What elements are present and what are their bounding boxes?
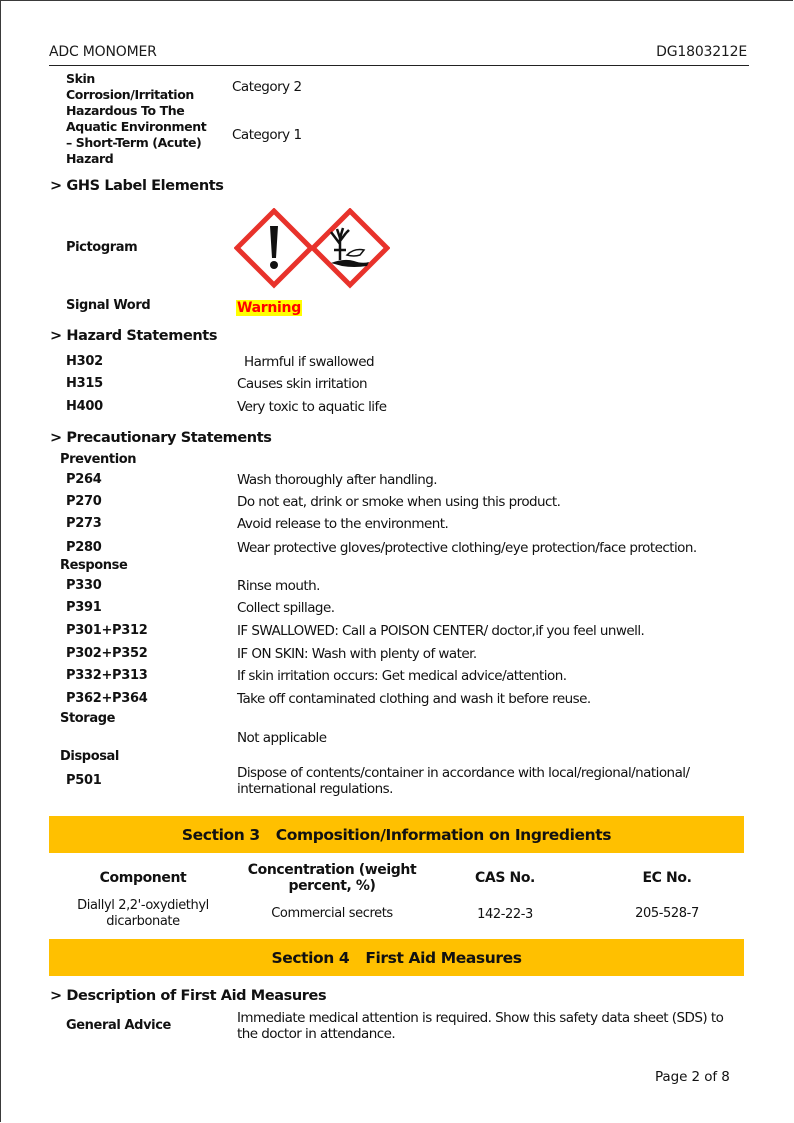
label-line: Corrosion/Irritation [66,87,194,102]
classification-label-aquatic [66,103,206,167]
section-number: Section 3 [181,825,260,844]
of-word: of [704,1069,718,1085]
text-line: the doctor in attendance. [237,1026,396,1042]
first-aid-heading: > Description of First Aid Measures [50,988,327,1004]
precaution-code: P362+P364 [66,691,148,706]
table-cell-concentration: Commercial secrets [271,906,393,921]
signal-word-value: Warning [237,300,301,316]
text-line: Immediate medical attention is required. Show this safety data sheet (SDS) to [237,1010,724,1026]
environment-icon [313,211,387,285]
ghs-heading: > GHS Label Elements [50,178,224,194]
signal-word [236,297,302,317]
prevention-label: Prevention [60,452,137,467]
hazard-heading: > Hazard Statements [50,328,218,344]
precaution-text: IF SWALLOWED: Call a POISON CENTER/ doctor,if you feel unwell. [237,623,645,639]
precaution-code: P280 [66,540,102,555]
storage-label: Storage [60,711,116,726]
response-label: Response [60,558,128,573]
precaution-code: P301+P312 [66,623,148,638]
column-header-component [72,870,214,886]
precaution-text: Take off contaminated clothing and wash it before reuse. [237,691,591,707]
text-line: Dispose of contents/container in accordance with local/regional/national/ [237,765,690,781]
hazard-code: H400 [66,399,103,414]
hazard-text: Causes skin irritation [237,376,368,392]
precaution-text: Wear protective gloves/protective clothing/eye protection/face protection. [237,540,697,556]
exclamation-mark-icon [237,211,311,285]
precaution-code: P391 [66,600,102,615]
precautionary-heading: > Precautionary Statements [50,430,272,446]
precaution-text: If skin irritation occurs: Get medical advice/attention. [237,668,567,684]
section-number: Section 4 [271,948,350,967]
storage-text: Not applicable [237,730,327,746]
hazard-code: H302 [66,354,103,369]
precaution-text: Rinse mouth. [237,578,320,594]
section-title: Composition/Information on Ingredients [275,825,612,844]
precaution-text: Avoid release to the environment. [237,516,449,532]
precaution-code: P501 [66,773,102,788]
precaution-text: IF ON SKIN: Wash with plenty of water. [237,646,477,662]
header-rule [49,65,749,66]
precaution-text: Do not eat, drink or smoke when using this product. [237,494,561,510]
total-pages: 8 [721,1069,730,1085]
precaution-code: P273 [66,516,102,531]
column-header-concentration [238,862,426,894]
text-line: international regulations. [237,781,393,797]
column-header-cas [450,870,560,886]
header-line: CAS No. [475,870,535,886]
cell-line: Diallyl 2,2'-oxydiethyl [77,898,209,913]
label-line: Skin [66,71,95,86]
current-page: 2 [691,1069,700,1085]
table-cell-cas: 142-22-3 [477,907,533,922]
header-line: percent, %) [288,878,376,894]
general-advice-text [237,1010,723,1042]
label-line: Hazardous To The [66,103,185,118]
disposal-text [237,765,690,797]
classification-value-aquatic: Category 1 [232,127,302,143]
section-4-header [49,939,744,976]
precaution-code: P332+P313 [66,668,148,683]
table-cell-ec: 205-528-7 [635,906,699,921]
precaution-code: P330 [66,578,102,593]
general-advice-label: General Advice [66,1018,171,1033]
hazard-text: Harmful if swallowed [244,354,375,370]
classification-label-skin [66,71,194,103]
signal-word-label: Signal Word [66,298,151,313]
page-number [655,1069,730,1085]
page-word: Page [655,1069,688,1085]
header-line: EC No. [642,870,692,886]
precaution-code: P302+P352 [66,646,148,661]
section-title: First Aid Measures [365,948,522,967]
label-line: Hazard [66,151,114,166]
hazard-text: Very toxic to aquatic life [237,399,387,415]
classification-value-skin: Category 2 [232,79,302,95]
precaution-text: Wash thoroughly after handling. [237,472,438,488]
ghs-pictograms [234,208,390,290]
cell-line: dicarbonate [106,914,180,929]
label-line: – Short-Term (Acute) [66,135,202,150]
header-product-name: ADC MONOMER [49,44,157,60]
header-line: Component [99,870,187,886]
header-document-id: DG1803212E [656,44,747,60]
column-header-ec [612,870,722,886]
precaution-text: Collect spillage. [237,600,335,616]
table-cell-component [62,898,224,930]
disposal-label: Disposal [60,749,119,764]
section-3-header [49,816,744,853]
precaution-code: P270 [66,494,102,509]
precaution-code: P264 [66,472,102,487]
label-line: Aquatic Environment [66,119,207,134]
pictogram-label: Pictogram [66,240,138,255]
header-line: Concentration (weight [247,862,417,878]
hazard-code: H315 [66,376,103,391]
